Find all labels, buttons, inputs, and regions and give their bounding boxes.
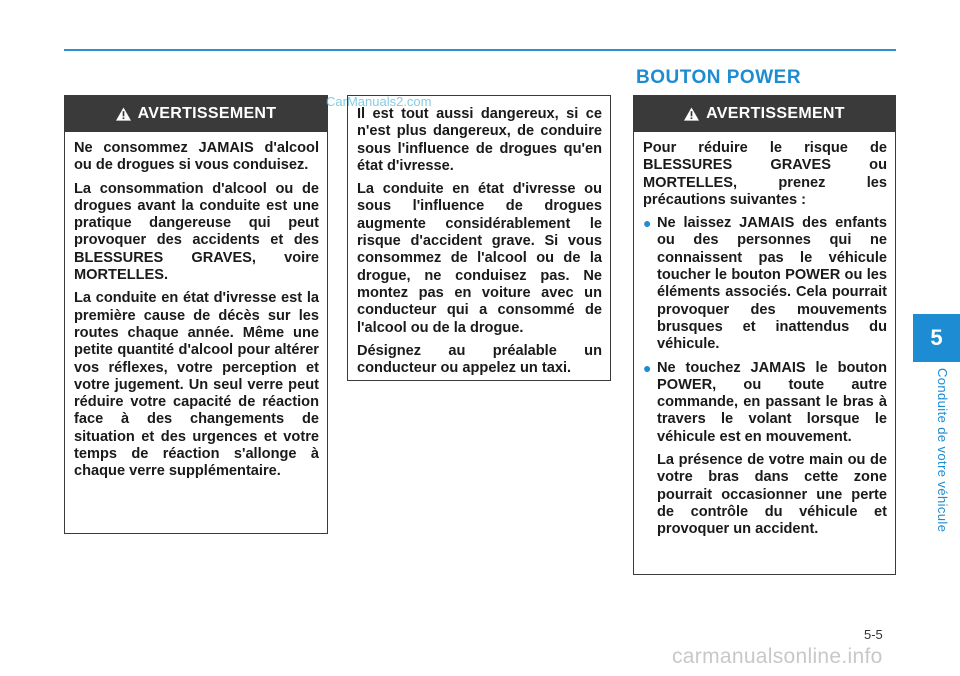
warning-paragraph: La consommation d'alcool ou de drogues avant la conduite est une pratique dangereuse qui peut provoquer des accidents et des BLESSURES GRAVES, voire MORTELLES.: [74, 180, 319, 284]
bullet-text: Ne touchez JAMAIS le bouton POWER, ou toute autre commande, en passant le bras à travers le volant lorsque le véhicule est en mouvement.: [657, 359, 887, 445]
section-title: BOUTON POWER: [636, 67, 802, 88]
warning-header: [634, 96, 895, 132]
warning-paragraph: Ne consommez JAMAIS d'alcool ou de drogues si vous conduisez.: [74, 140, 319, 174]
continued-paragraph: Il est tout aussi dangereux, si ce n'est plus dangereux, de conduire sous l'influence de drogues qu'en état d'ivresse.: [357, 106, 602, 174]
warning-title: AVERTISSEMENT: [706, 105, 845, 122]
bullet-text: Ne laissez JAMAIS des enfants ou des personnes qui ne connaissent pas le véhicule toucher le bouton POWER ou les éléments associés. Cela pourrait provoquer des mouvements brusques et inattendus du véhicule.: [657, 215, 887, 353]
footer-watermark: carmanualsonline.info: [672, 645, 883, 668]
bullet-item: [643, 215, 887, 353]
warning-header: [65, 96, 327, 132]
warning-body: [634, 132, 895, 553]
bullet-followup: La présence de votre main ou de votre bras dans cette zone pourrait occasionner une perte de contrôle du véhicule et provoquer un accident.: [657, 452, 887, 538]
warning-paragraph: La conduite en état d'ivresse est la première cause de décès sur les routes chaque année. Même une petite quantité d'alcool pour altérer vos réflexes, votre perception et votre jugement. Un seul verre peut réduire votre capacité de réaction face à des changements de situation et des urgences et votre temps de réaction s'allonge à chaque verre supplémentaire.: [74, 290, 319, 480]
warning-triangle-icon: [684, 107, 699, 121]
warning-triangle-icon: [116, 107, 131, 121]
chapter-number: 5: [930, 325, 943, 350]
warning-box-alcohol: [64, 95, 328, 534]
bullet-item: [643, 360, 887, 446]
chapter-tab[interactable]: [913, 314, 960, 362]
warning-title: AVERTISSEMENT: [137, 105, 277, 122]
continued-paragraph: La conduite en état d'ivresse ou sous l'influence de drogues augmente considérablement le risque d'accident grave. Si vous consommez de l'alcool ou de la drogue, ne conduisez pas. Ne montez pas en voiture avec un conducteur qui a consommé de l'alcool ou de la drogue.: [357, 181, 602, 336]
warning-intro: Pour réduire le risque de BLESSURES GRAVES ou MORTELLES, prenez les précautions suivantes :: [643, 140, 887, 208]
header-rule: [64, 49, 896, 51]
page-number: 5-5: [864, 627, 883, 642]
warning-box-power-button: [633, 95, 896, 575]
warning-body: [65, 132, 327, 495]
site-watermark: CarManuals2.com: [326, 94, 432, 109]
bullet-dot-icon: ●: [643, 359, 652, 376]
chapter-label: Conduite de votre véhicule: [935, 368, 950, 533]
bullet-dot-icon: ●: [643, 215, 652, 232]
warning-box-continued: [347, 95, 611, 381]
continued-paragraph: Désignez au préalable un conducteur ou appelez un taxi.: [357, 342, 602, 377]
continued-body: [348, 96, 610, 391]
